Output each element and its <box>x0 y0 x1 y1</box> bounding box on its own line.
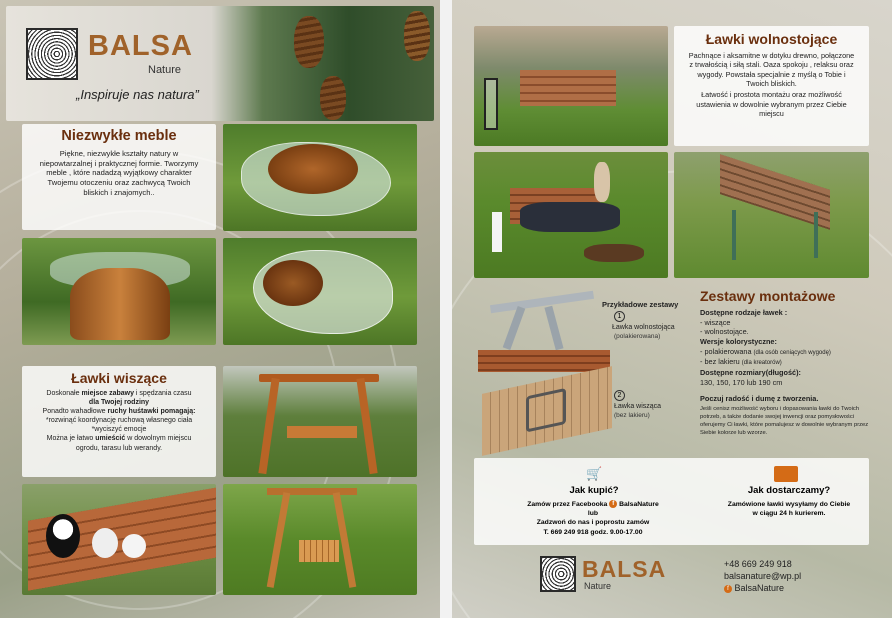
section-title: Ławki wolnostojące <box>705 31 838 47</box>
how-we-deliver-title: Jak dostarczamy? <box>747 485 831 496</box>
facebook-icon: f <box>609 500 617 508</box>
flyer-page-2 <box>452 0 892 618</box>
logo-icon <box>26 28 78 80</box>
contact-phone[interactable]: +48 669 249 918 <box>724 559 792 569</box>
section-text: Doskonałe miejsce zabawy i spędzania czasu dla Twojej rodziny Ponadto wahadłowe ruchy huśtawki pomagają: *rozwinąć koordynację ruchową własnego ciała *wyciszyć emocje Można je łatwo umieścić w dowolnym miejscu ogrodu, tarasu lub werandy. <box>42 390 196 452</box>
brand-subtitle: Nature <box>148 64 182 76</box>
pine-cone-image <box>294 16 324 68</box>
section-assembly-kits <box>700 288 872 437</box>
assembly-kit-hardware-image <box>480 292 598 352</box>
how-we-deliver-text: Zamówione ławki wysyłamy do Ciebie w ciągu 24 h kurierem. <box>727 501 851 518</box>
ordering-panel <box>474 458 869 545</box>
kit-1-name: Ławka wolnostojąca <box>612 324 675 331</box>
kit-1-note: (polakierowana) <box>614 333 661 340</box>
wooden-swing-frame-photo <box>223 366 417 477</box>
cart-icon: 🛒 <box>586 466 603 481</box>
section-title: Niezwykłe meble <box>61 128 177 144</box>
freestanding-bench-garden-photo <box>474 26 668 146</box>
flyer-page-1 <box>0 0 440 618</box>
delivery-truck-icon <box>774 466 798 482</box>
woman-reading-on-bench-photo <box>474 152 668 278</box>
assembly-details: Dostępne rodzaje ławek : - wiszące - wolnostojące. Wersje kolorystyczne: - polakierowana (dla osób ceniących wygodę) - bez lakieru (dla kreatorów) Dostępne rozmiary(długość): 130, 150, 170 lub 190 cm Poczuj radość i dumę z tworzenia. Jeśli cenisz możliwość wyboru i dopasowania ławki do Twoich potrzeb, a także dodanie swojej inwencji oraz pomysłowości oferujemy Ci ławki, które pomalujesz w dowolnie wybranym przez Siebie kolorze lub wzorze. <box>700 308 869 436</box>
section-text: Pachnące i aksamitne w dotyku drewno, połączone z trwałością i siłą stali. Oaza spokoju , relaksu oraz wygody. Powstała specjalnie z myślą o Tobie i Twoich bliskich. <box>688 51 855 88</box>
section-title: Zestawy montażowe <box>700 288 836 304</box>
pine-cone-image <box>404 11 430 61</box>
kits-label: Przykładowe zestawy <box>602 300 679 309</box>
section-text: Piękne, niezwykłe kształty natury w niepowtarzalnej i praktycznej formie. Tworzymy meble , które nadadzą wyjątkowy charakter Twojemu otoczeniu oraz zachwycą Twoich bliskich i znajomych.. <box>39 149 199 197</box>
wooden-swing-on-lawn-photo <box>223 484 417 595</box>
glass-table-top-photo <box>223 238 417 345</box>
slogan: „Inspiruje nas natura” <box>76 87 199 102</box>
section-unusual-furniture <box>22 124 216 230</box>
how-to-buy-text: Zamów przez Facebooka f BalsaNature lub Zadzwoń do nas i poprostu zamów T. 669 249 918 godz. 9.00-17.00 <box>527 501 659 536</box>
wooden-planks-image <box>478 350 610 372</box>
footer-logo-icon <box>540 556 576 592</box>
kit-2-note: (bez lakieru) <box>614 412 650 419</box>
section-title: Ławki wiszące <box>71 370 167 386</box>
section-text: Łatwość i prostota montażu oraz możliwość ustawienia w dowolnie wybranym przez Ciebie miejscu <box>696 90 847 118</box>
how-to-buy-title: Jak kupić? <box>569 485 619 496</box>
kit-2-number: 2 <box>614 390 625 401</box>
contact-facebook[interactable]: f BalsaNature <box>724 582 801 594</box>
section-freestanding-benches <box>674 26 869 146</box>
footer-brand-name: BALSA <box>582 556 667 582</box>
contact-block <box>724 558 801 594</box>
kit-2-name: Ławka wisząca <box>614 403 662 410</box>
tree-slice-table-photo <box>223 124 417 231</box>
pine-cone-image <box>320 76 346 120</box>
footer-brand-subtitle: Nature <box>584 581 612 591</box>
kit-1-number: 1 <box>614 311 625 322</box>
swing-with-plush-toys-photo <box>22 484 216 595</box>
bench-side-view-photo <box>674 152 869 278</box>
brand-name: BALSA <box>88 30 193 62</box>
contact-email[interactable]: balsanature@wp.pl <box>724 571 802 582</box>
facebook-icon: f <box>724 585 732 593</box>
root-table-photo <box>22 238 216 345</box>
section-hanging-benches <box>22 366 216 477</box>
